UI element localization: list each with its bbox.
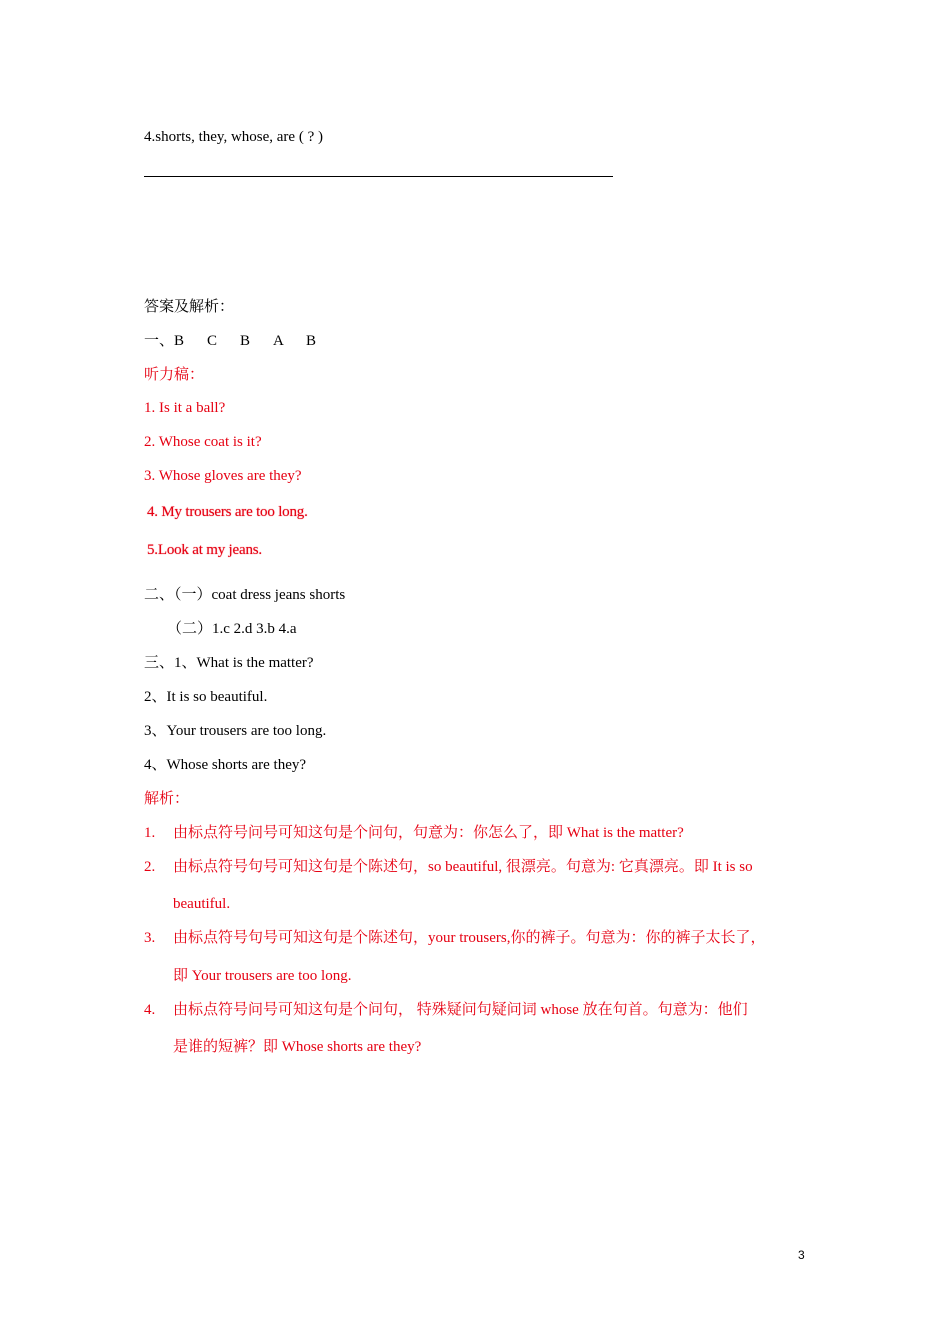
analysis-text-4-cont: 是谁的短裤？即 Whose shorts are they?: [173, 1039, 422, 1055]
analysis-text-4: 由标点符号问号可知这句是个问句， 特殊疑问句疑问词 whose 放在句首。句意为：他们: [173, 1002, 748, 1018]
analysis-item-2: [144, 857, 753, 877]
analysis-text-2: 由标点符号句号可知这句是个陈述句，so beautiful, 很漂亮。句意为: 它真漂亮。即 It is so: [173, 859, 753, 875]
answer-1: B: [174, 333, 185, 349]
analysis-text-3: 由标点符号句号可知这句是个陈述句，your trousers,你的裤子。句意为：你的裤子太长了，: [173, 930, 766, 946]
answer-blank-line: [144, 176, 613, 177]
analysis-item-3: [144, 928, 766, 948]
analysis-text-3-cont: 即 Your trousers are too long.: [173, 968, 352, 984]
answer-3: B: [240, 333, 251, 349]
analysis-text-1: 由标点符号问号可知这句是个问句，句意为：你怎么了，即 What is the matter?: [173, 825, 684, 841]
section2-part2: （二）1.c 2.d 3.b 4.a: [167, 621, 297, 637]
analysis-num-3: 3.: [144, 930, 156, 946]
page-number: 3: [798, 1248, 805, 1262]
listening-item-1: 1. Is it a ball?: [144, 400, 226, 416]
section3-item-1: 三、1、What is the matter?: [144, 655, 314, 671]
question-4: 4.shorts, they, whose, are ( ? ): [144, 129, 323, 145]
analysis-text-2-cont: beautiful.: [173, 896, 231, 912]
listening-item-3: 3. Whose gloves are they?: [144, 468, 302, 484]
analysis-item-1: [144, 823, 684, 843]
section1-answers: [144, 331, 339, 351]
listening-title: 听力稿：: [144, 367, 205, 383]
section3-item-3: 3、Your trousers are too long.: [144, 723, 327, 739]
listening-item-5: 5.Look at my jeans.: [147, 542, 262, 558]
analysis-num-4: 4.: [144, 1002, 156, 1018]
answers-title: 答案及解析：: [144, 299, 235, 315]
analysis-item-4: [144, 1000, 748, 1020]
analysis-num-2: 2.: [144, 859, 156, 875]
listening-item-2: 2. Whose coat is it?: [144, 434, 262, 450]
answer-2: C: [207, 333, 218, 349]
section3-item-4: 4、Whose shorts are they?: [144, 757, 307, 773]
section1-label: 一、: [144, 333, 175, 349]
section2-part1: 二、（一）coat dress jeans shorts: [144, 587, 346, 603]
answer-5: B: [306, 333, 317, 349]
listening-item-4: 4. My trousers are too long.: [147, 504, 308, 520]
analysis-num-1: 1.: [144, 825, 156, 841]
analysis-title: 解析：: [144, 791, 190, 807]
answer-4: A: [273, 333, 284, 349]
section3-item-2: 2、It is so beautiful.: [144, 689, 268, 705]
